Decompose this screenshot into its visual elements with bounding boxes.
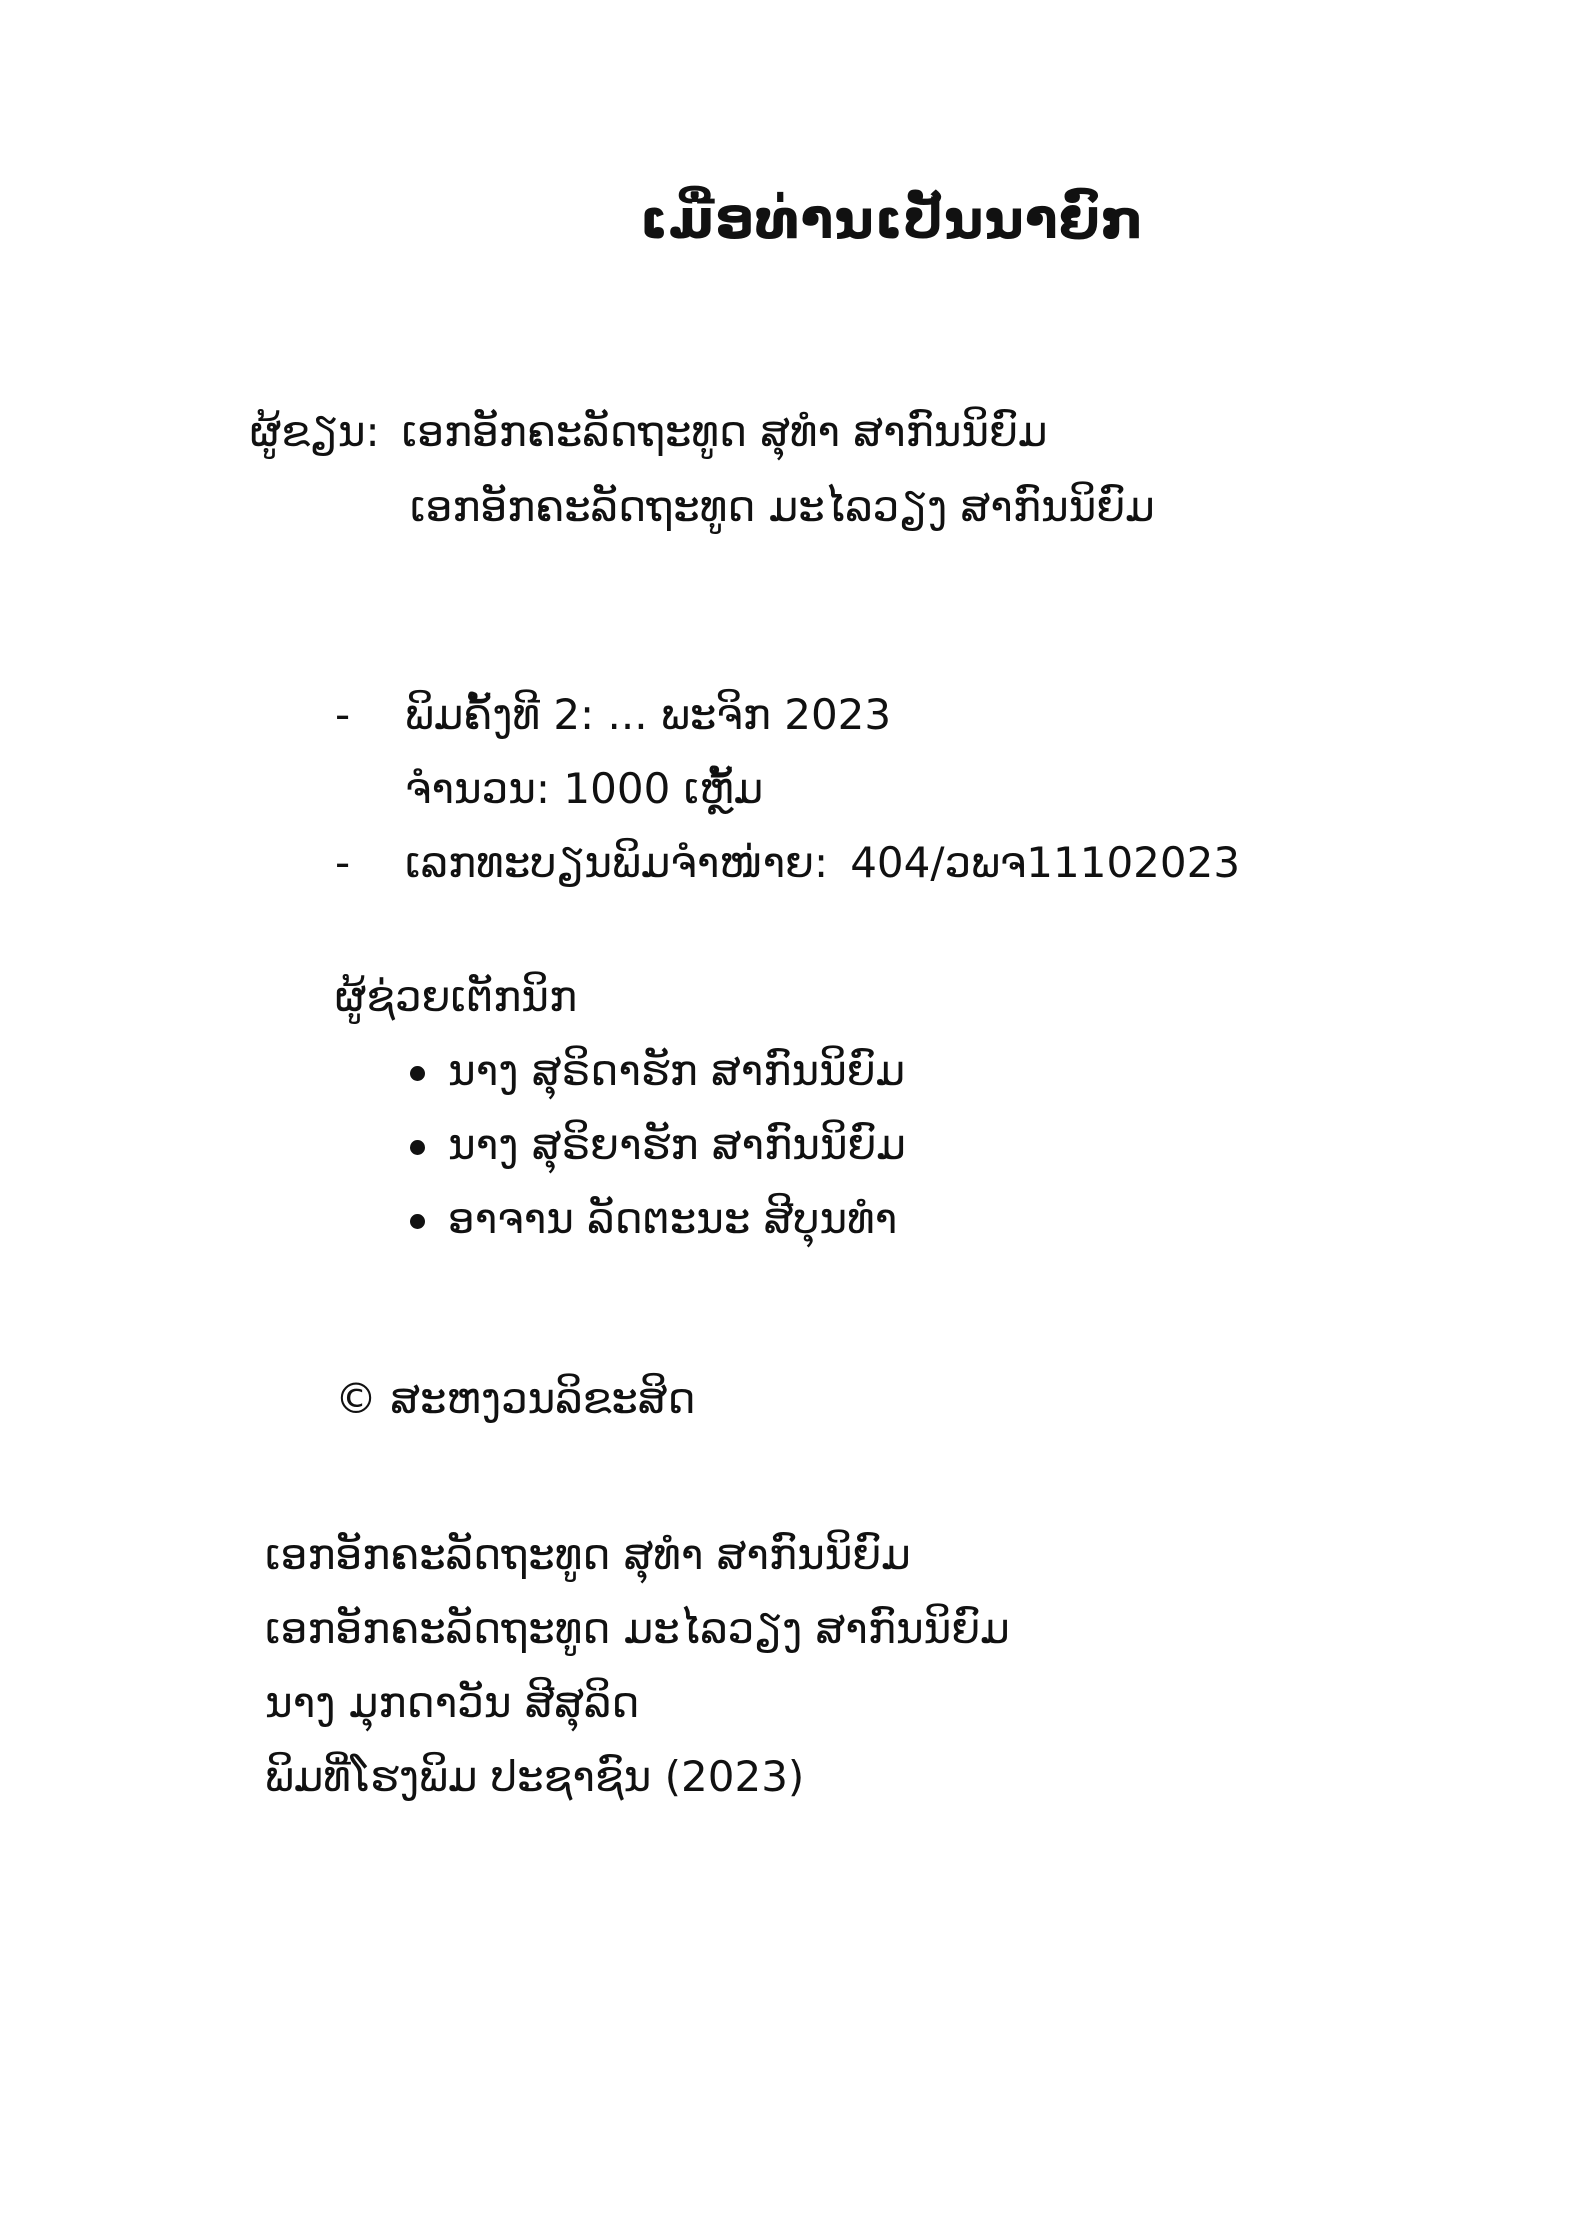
bullet-icon — [410, 1214, 425, 1229]
edition-dash: - — [335, 690, 351, 739]
copyright-notice: © ສະຫງວນລິຂະສິດ — [335, 1374, 696, 1423]
bullet-icon — [410, 1066, 425, 1081]
registration-dash: - — [335, 838, 351, 887]
authors-label: ຜູ້ຂຽນ: — [250, 407, 380, 456]
author-name-1: ເອກອັກຄະລັດຖະທູດ ສຸທຳ ສາກົນນິຍົມ — [401, 407, 1048, 456]
credit-line-4: ພິມທີ່ໂຮງພິມ ປະຊາຊົນ (2023) — [265, 1752, 805, 1801]
bullet-icon — [410, 1140, 425, 1155]
authors-row-1 — [250, 407, 1047, 457]
copies-text: ຈຳນວນ: 1000 ເຫຼັ້ມ — [405, 764, 764, 813]
credit-line-3: ນາງ ມຸກດາວັນ ສີສຸລິດ — [265, 1678, 640, 1727]
book-title: ເມື່ອທ່ານເປັນນາຍົກ — [640, 188, 1145, 251]
registration-number: 404/ວພຈ11102023 — [850, 838, 1241, 887]
assistant-item-2: ນາງ ສຸຣິຍາຮັກ ສາກົນນິຍົມ — [448, 1120, 906, 1169]
credit-line-1: ເອກອັກຄະລັດຖະທູດ ສຸທຳ ສາກົນນິຍົມ — [265, 1530, 911, 1579]
assistant-item-3: ອາຈານ ລັດຕະນະ ສີບຸນທຳ — [448, 1194, 898, 1243]
registration-label: ເລກທະບຽນພິມຈຳໜ່າຍ: — [405, 838, 829, 887]
registration-row — [405, 838, 1240, 888]
technical-assistants-label: ຜູ້ຊ່ວຍເຕັກນິກ — [335, 972, 578, 1021]
assistant-item-1: ນາງ ສຸຣິດາຮັກ ສາກົນນິຍົມ — [448, 1046, 906, 1095]
author-name-2: ເອກອັກຄະລັດຖະທູດ ມະໄລວຽງ ສາກົນນິຍົມ — [410, 482, 1155, 531]
edition-text: ພິມຄັ້ງທີ 2: ... ພະຈິກ 2023 — [405, 690, 892, 739]
credit-line-2: ເອກອັກຄະລັດຖະທູດ ມະໄລວຽງ ສາກົນນິຍົມ — [265, 1604, 1010, 1653]
